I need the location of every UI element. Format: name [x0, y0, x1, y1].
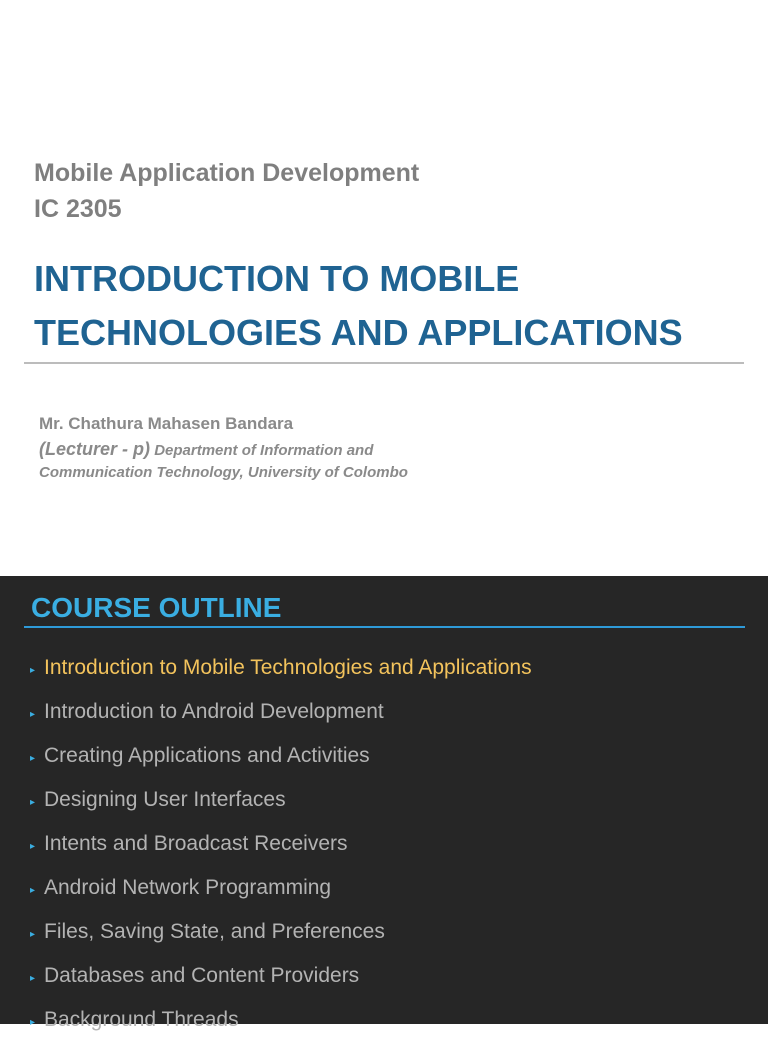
bullet-arrow-icon: ▸ — [30, 884, 36, 896]
outline-item — [30, 866, 532, 910]
outline-item — [30, 778, 532, 822]
outline-item — [30, 998, 532, 1042]
outline-item-label: Android Network Programming — [44, 876, 332, 899]
bullet-arrow-icon: ▸ — [30, 1016, 36, 1028]
bullet-arrow-icon: ▸ — [30, 664, 36, 676]
outline-item — [30, 954, 532, 998]
outline-item — [30, 690, 532, 734]
title-line-2: TECHNOLOGIES AND APPLICATIONS — [34, 312, 683, 353]
bullet-arrow-icon: ▸ — [30, 796, 36, 808]
course-code: IC 2305 — [34, 195, 122, 223]
bullet-arrow-icon: ▸ — [30, 928, 36, 940]
outline-item — [30, 646, 532, 690]
course-name: Mobile Application Development — [34, 159, 420, 187]
author-name: Mr. Chathura Mahasen Bandara — [39, 414, 294, 433]
outline-item-label: Intents and Broadcast Receivers — [44, 832, 348, 855]
outline-item-label: Background Threads — [44, 1008, 239, 1031]
bullet-arrow-icon: ▸ — [30, 752, 36, 764]
outline-list — [30, 646, 532, 1042]
bullet-arrow-icon: ▸ — [30, 840, 36, 852]
author-affiliation — [39, 438, 439, 484]
author-department: Department of Information and Communication Technology, University of Colombo — [39, 442, 408, 481]
outline-item-label: Introduction to Android Development — [44, 700, 384, 723]
outline-divider — [24, 626, 745, 628]
author-role: (Lecturer - p) — [39, 439, 151, 459]
outline-item-label: Introduction to Mobile Technologies and Applications — [44, 656, 532, 679]
outline-heading: COURSE OUTLINE — [31, 592, 282, 623]
outline-item — [30, 734, 532, 778]
title-line-1: INTRODUCTION TO MOBILE — [34, 258, 520, 299]
outline-item-label: Databases and Content Providers — [44, 964, 360, 987]
bullet-arrow-icon: ▸ — [30, 708, 36, 720]
bullet-arrow-icon: ▸ — [30, 972, 36, 984]
outline-item-label: Files, Saving State, and Preferences — [44, 920, 385, 943]
title-divider — [24, 362, 744, 364]
outline-item-label: Creating Applications and Activities — [44, 744, 370, 767]
outline-slide — [0, 576, 768, 1031]
slide-title — [34, 252, 754, 360]
course-header — [34, 155, 419, 227]
outline-item — [30, 910, 532, 954]
outline-item — [30, 822, 532, 866]
outline-item-label: Designing User Interfaces — [44, 788, 286, 811]
